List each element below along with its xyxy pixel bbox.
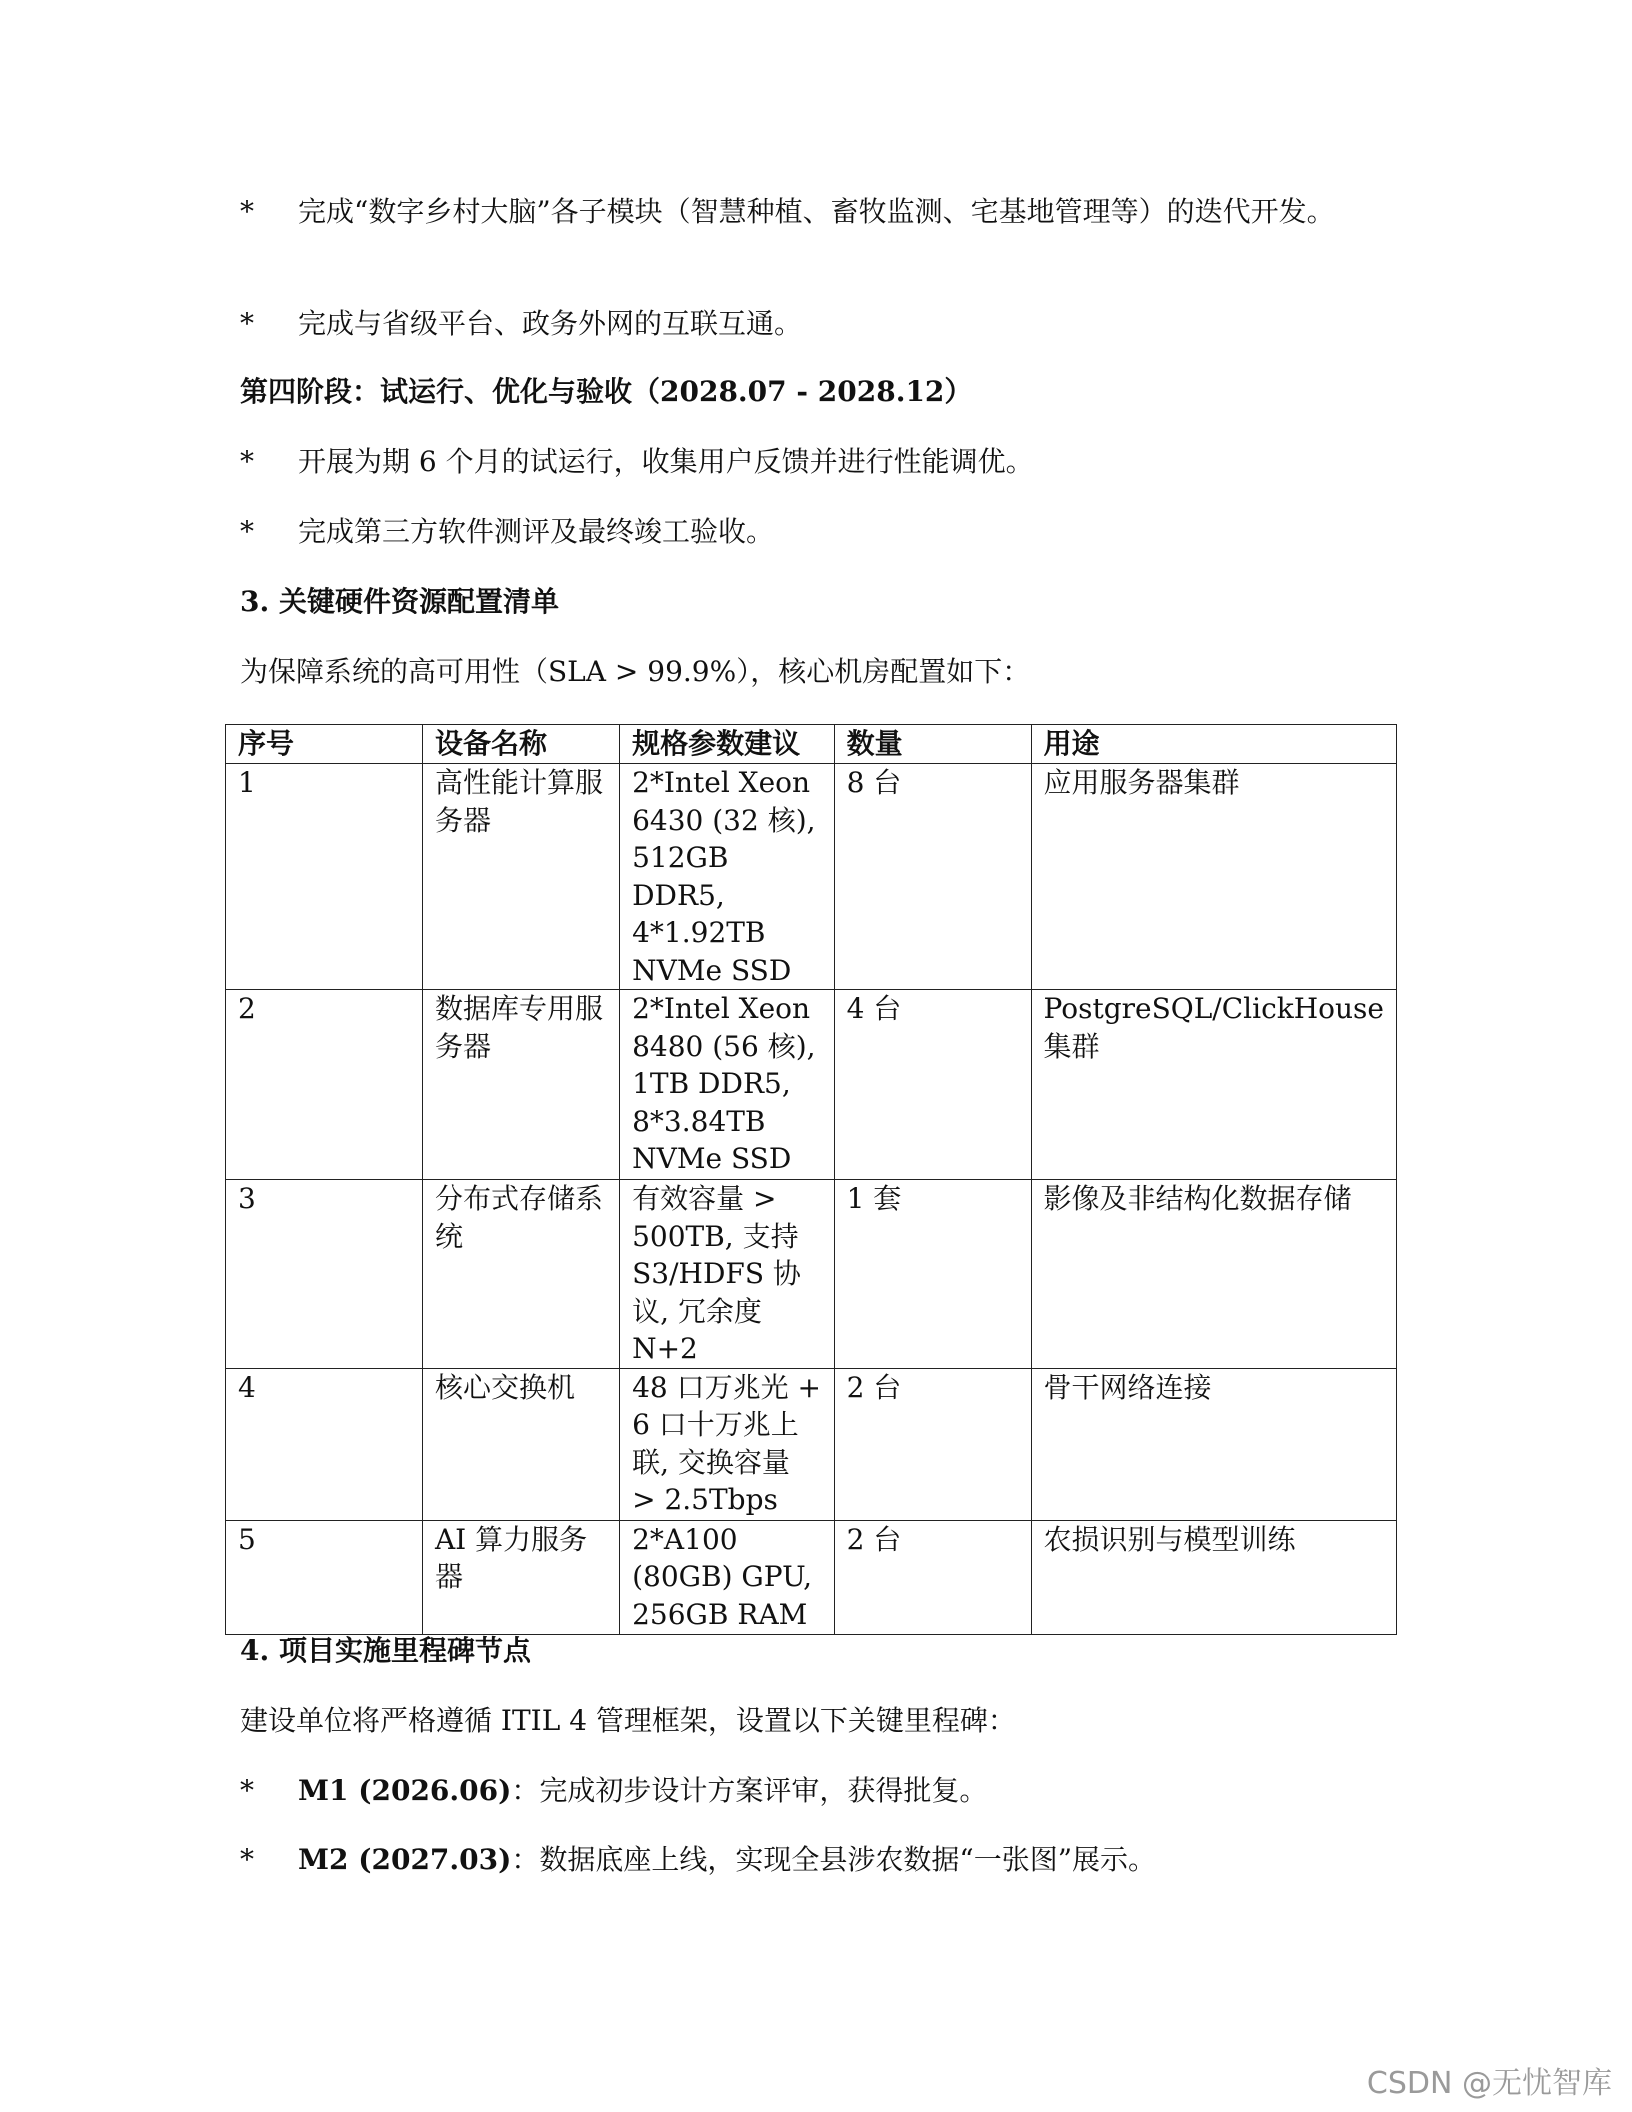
bullet-text: 完成与省级平台、政务外网的互联互通。: [298, 307, 803, 340]
milestone-text: ：完成初步设计方案评审，获得批复。: [511, 1774, 988, 1807]
table-row: [226, 1180, 1397, 1369]
col-header-spec: 规格参数建议: [620, 725, 834, 764]
cell-no: 1: [226, 764, 423, 990]
milestone-item: [240, 1838, 1428, 1882]
section3-heading: 3. 关键硬件资源配置清单: [240, 585, 559, 618]
table-row: [226, 1368, 1397, 1520]
bullet-mark: *: [240, 1774, 254, 1807]
bullet-text: 完成第三方软件测评及最终竣工验收。: [298, 515, 775, 548]
cell-qty: 2 台: [834, 1520, 1031, 1634]
hardware-table: [225, 724, 1397, 1635]
cell-qty: 1 套: [834, 1180, 1031, 1369]
milestone-label: M1 (2026.06): [298, 1774, 512, 1807]
section4-intro: 建设单位将严格遵循 ITIL 4 管理框架，设置以下关键里程碑：: [240, 1704, 1016, 1737]
table-row: [226, 764, 1397, 990]
table-row: [226, 1520, 1397, 1634]
cell-spec: 有效容量 > 500TB, 支持 S3/HDFS 协议, 冗余度 N+2: [620, 1180, 834, 1369]
cell-use: 影像及非结构化数据存储: [1031, 1180, 1396, 1369]
bullet-text: 完成“数字乡村大脑”各子模块（智慧种植、畜牧监测、宅基地管理等）的迭代开发。: [298, 195, 1335, 228]
col-header-use: 用途: [1031, 725, 1396, 764]
cell-qty: 2 台: [834, 1368, 1031, 1520]
bullet-mark: *: [240, 307, 254, 340]
section3-intro: 为保障系统的高可用性（SLA > 99.9%），核心机房配置如下：: [240, 655, 1031, 688]
cell-no: 4: [226, 1368, 423, 1520]
cell-spec: 2*Intel Xeon 6430 (32 核), 512GB DDR5, 4*1.92TB NVMe SSD: [620, 764, 834, 990]
cell-name: 高性能计算服务器: [422, 764, 619, 990]
bullet-item: [240, 302, 1428, 346]
cell-use: 农损识别与模型训练: [1031, 1520, 1396, 1634]
cell-no: 3: [226, 1180, 423, 1369]
phase4-heading: 第四阶段：试运行、优化与验收（2028.07 - 2028.12）: [240, 375, 973, 408]
cell-use: 骨干网络连接: [1031, 1368, 1396, 1520]
table-row: [226, 990, 1397, 1180]
cell-name: 核心交换机: [422, 1368, 619, 1520]
cell-qty: 4 台: [834, 990, 1031, 1180]
cell-name: AI 算力服务器: [422, 1520, 619, 1634]
cell-use: PostgreSQL/ClickHouse 集群: [1031, 990, 1396, 1180]
bullet-item: [240, 440, 1428, 484]
milestone-text: ：数据底座上线，实现全县涉农数据“一张图”展示。: [511, 1843, 1157, 1876]
bullet-text: 开展为期 6 个月的试运行，收集用户反馈并进行性能调优。: [298, 445, 1034, 478]
col-header-qty: 数量: [834, 725, 1031, 764]
col-header-name: 设备名称: [422, 725, 619, 764]
bullet-item: [240, 190, 1428, 234]
cell-use: 应用服务器集群: [1031, 764, 1396, 990]
watermark: CSDN @无忧智库: [1366, 2066, 1612, 2101]
cell-spec: 48 口万兆光 + 6 口十万兆上联, 交换容量 > 2.5Tbps: [620, 1368, 834, 1520]
cell-no: 5: [226, 1520, 423, 1634]
section4-heading: 4. 项目实施里程碑节点: [240, 1634, 531, 1667]
milestone-label: M2 (2027.03): [298, 1843, 512, 1876]
col-header-no: 序号: [226, 725, 423, 764]
bullet-mark: *: [240, 1843, 254, 1876]
cell-name: 数据库专用服务器: [422, 990, 619, 1180]
cell-no: 2: [226, 990, 423, 1180]
bullet-mark: *: [240, 195, 254, 228]
cell-name: 分布式存储系统: [422, 1180, 619, 1369]
bullet-item: [240, 510, 1428, 554]
bullet-mark: *: [240, 515, 254, 548]
bullet-mark: *: [240, 445, 254, 478]
cell-qty: 8 台: [834, 764, 1031, 990]
cell-spec: 2*A100 (80GB) GPU, 256GB RAM: [620, 1520, 834, 1634]
cell-spec: 2*Intel Xeon 8480 (56 核), 1TB DDR5, 8*3.84TB NVMe SSD: [620, 990, 834, 1180]
milestone-item: [240, 1769, 1428, 1813]
table-header-row: [226, 725, 1397, 764]
